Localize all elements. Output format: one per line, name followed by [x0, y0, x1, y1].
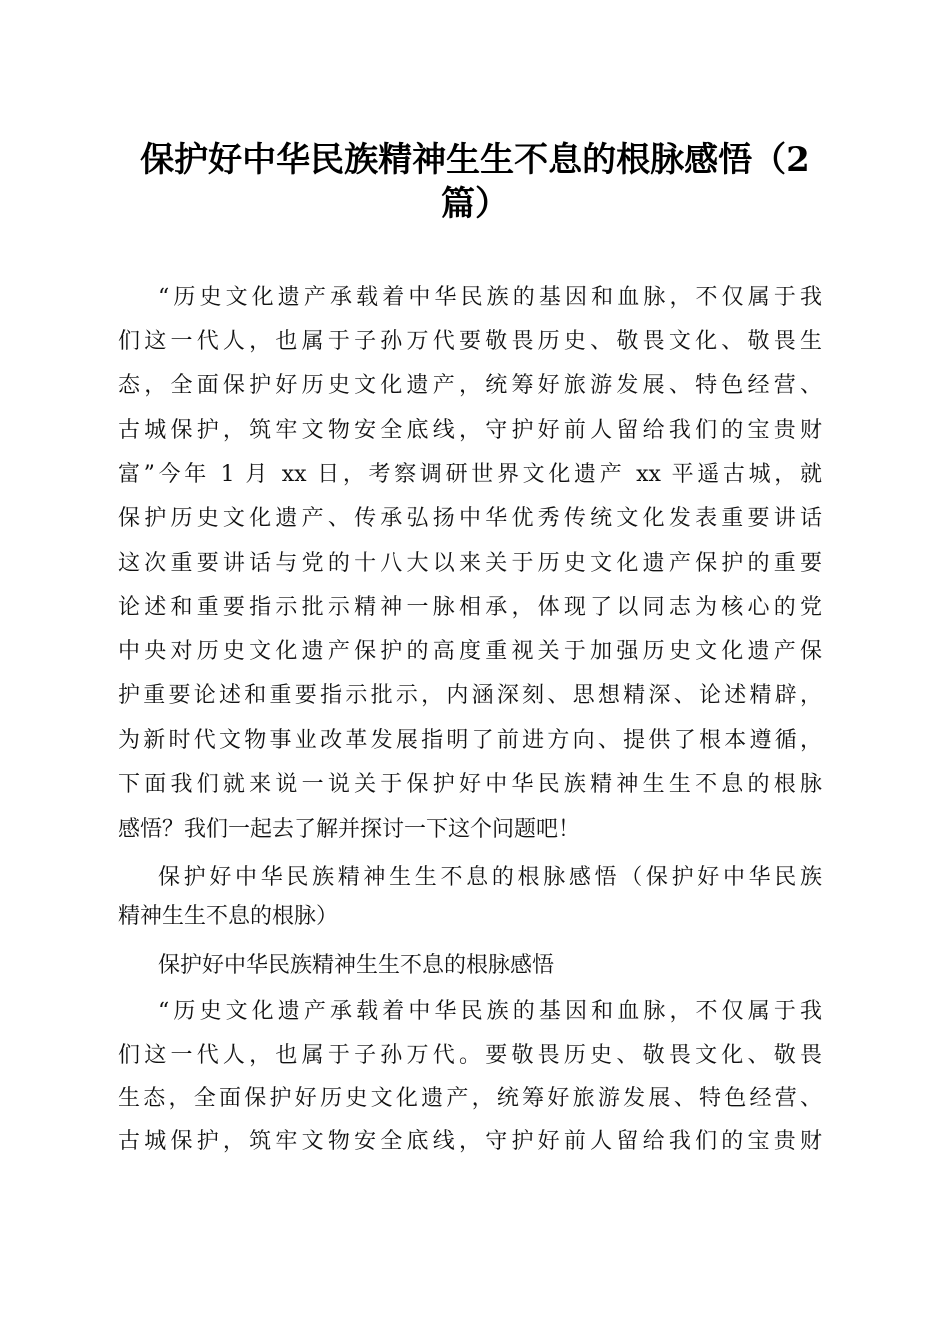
text-line: 护重要论述和重要指示批示，内涵深刻、思想精深、论述精辟， — [118, 683, 822, 708]
text-line: 古城保护，筑牢文物安全底线，守护好前人留给我们的宝贵财 — [118, 1129, 822, 1154]
text-line: “历史文化遗产承载着中华民族的基因和血脉，不仅属于我 — [158, 999, 822, 1024]
text-line: 中央对历史文化遗产保护的高度重视关于加强历史文化遗产保 — [118, 639, 822, 664]
section-heading: 保护好中华民族精神生生不息的根脉感悟 — [158, 953, 555, 978]
text-line: 们这一代人，也属于子孙万代要敬畏历史、敬畏文化、敬畏生 — [118, 329, 822, 354]
text-line: 保护历史文化遗产、传承弘扬中华优秀传统文化发表重要讲话 — [118, 506, 822, 531]
text-line: 下面我们就来说一说关于保护好中华民族精神生生不息的根脉 — [118, 772, 822, 797]
subtitle-line: 保护好中华民族精神生生不息的根脉感悟（保护好中华民族 — [158, 865, 822, 890]
subtitle-line: 精神生生不息的根脉） — [118, 904, 339, 929]
text-line: “历史文化遗产承载着中华民族的基因和血脉，不仅属于我 — [158, 285, 822, 310]
text-line: 们这一代人，也属于子孙万代。要敬畏历史、敬畏文化、敬畏 — [118, 1043, 822, 1068]
text-line: 古城保护，筑牢文物安全底线，守护好前人留给我们的宝贵财 — [118, 418, 822, 443]
text-line: 论述和重要指示批示精神一脉相承，体现了以同志为核心的党 — [118, 595, 822, 620]
text-line: 富”今年 1 月 xx 日，考察调研世界文化遗产 xx 平遥古城，就 — [118, 462, 822, 487]
document-title-line-1: 保护好中华民族精神生生不息的根脉感悟（2 — [140, 140, 810, 180]
text-line: 态，全面保护好历史文化遗产，统筹好旅游发展、特色经营、 — [118, 373, 822, 398]
text-line: 感悟？我们一起去了解并探讨一下这个问题吧！ — [118, 817, 581, 842]
text-line: 这次重要讲话与党的十八大以来关于历史文化遗产保护的重要 — [118, 551, 822, 576]
document-title-line-2: 篇） — [441, 184, 509, 224]
text-line: 生态，全面保护好历史文化遗产，统筹好旅游发展、特色经营、 — [118, 1086, 822, 1111]
text-line: 为新时代文物事业改革发展指明了前进方向、提供了根本遵循， — [118, 728, 822, 753]
